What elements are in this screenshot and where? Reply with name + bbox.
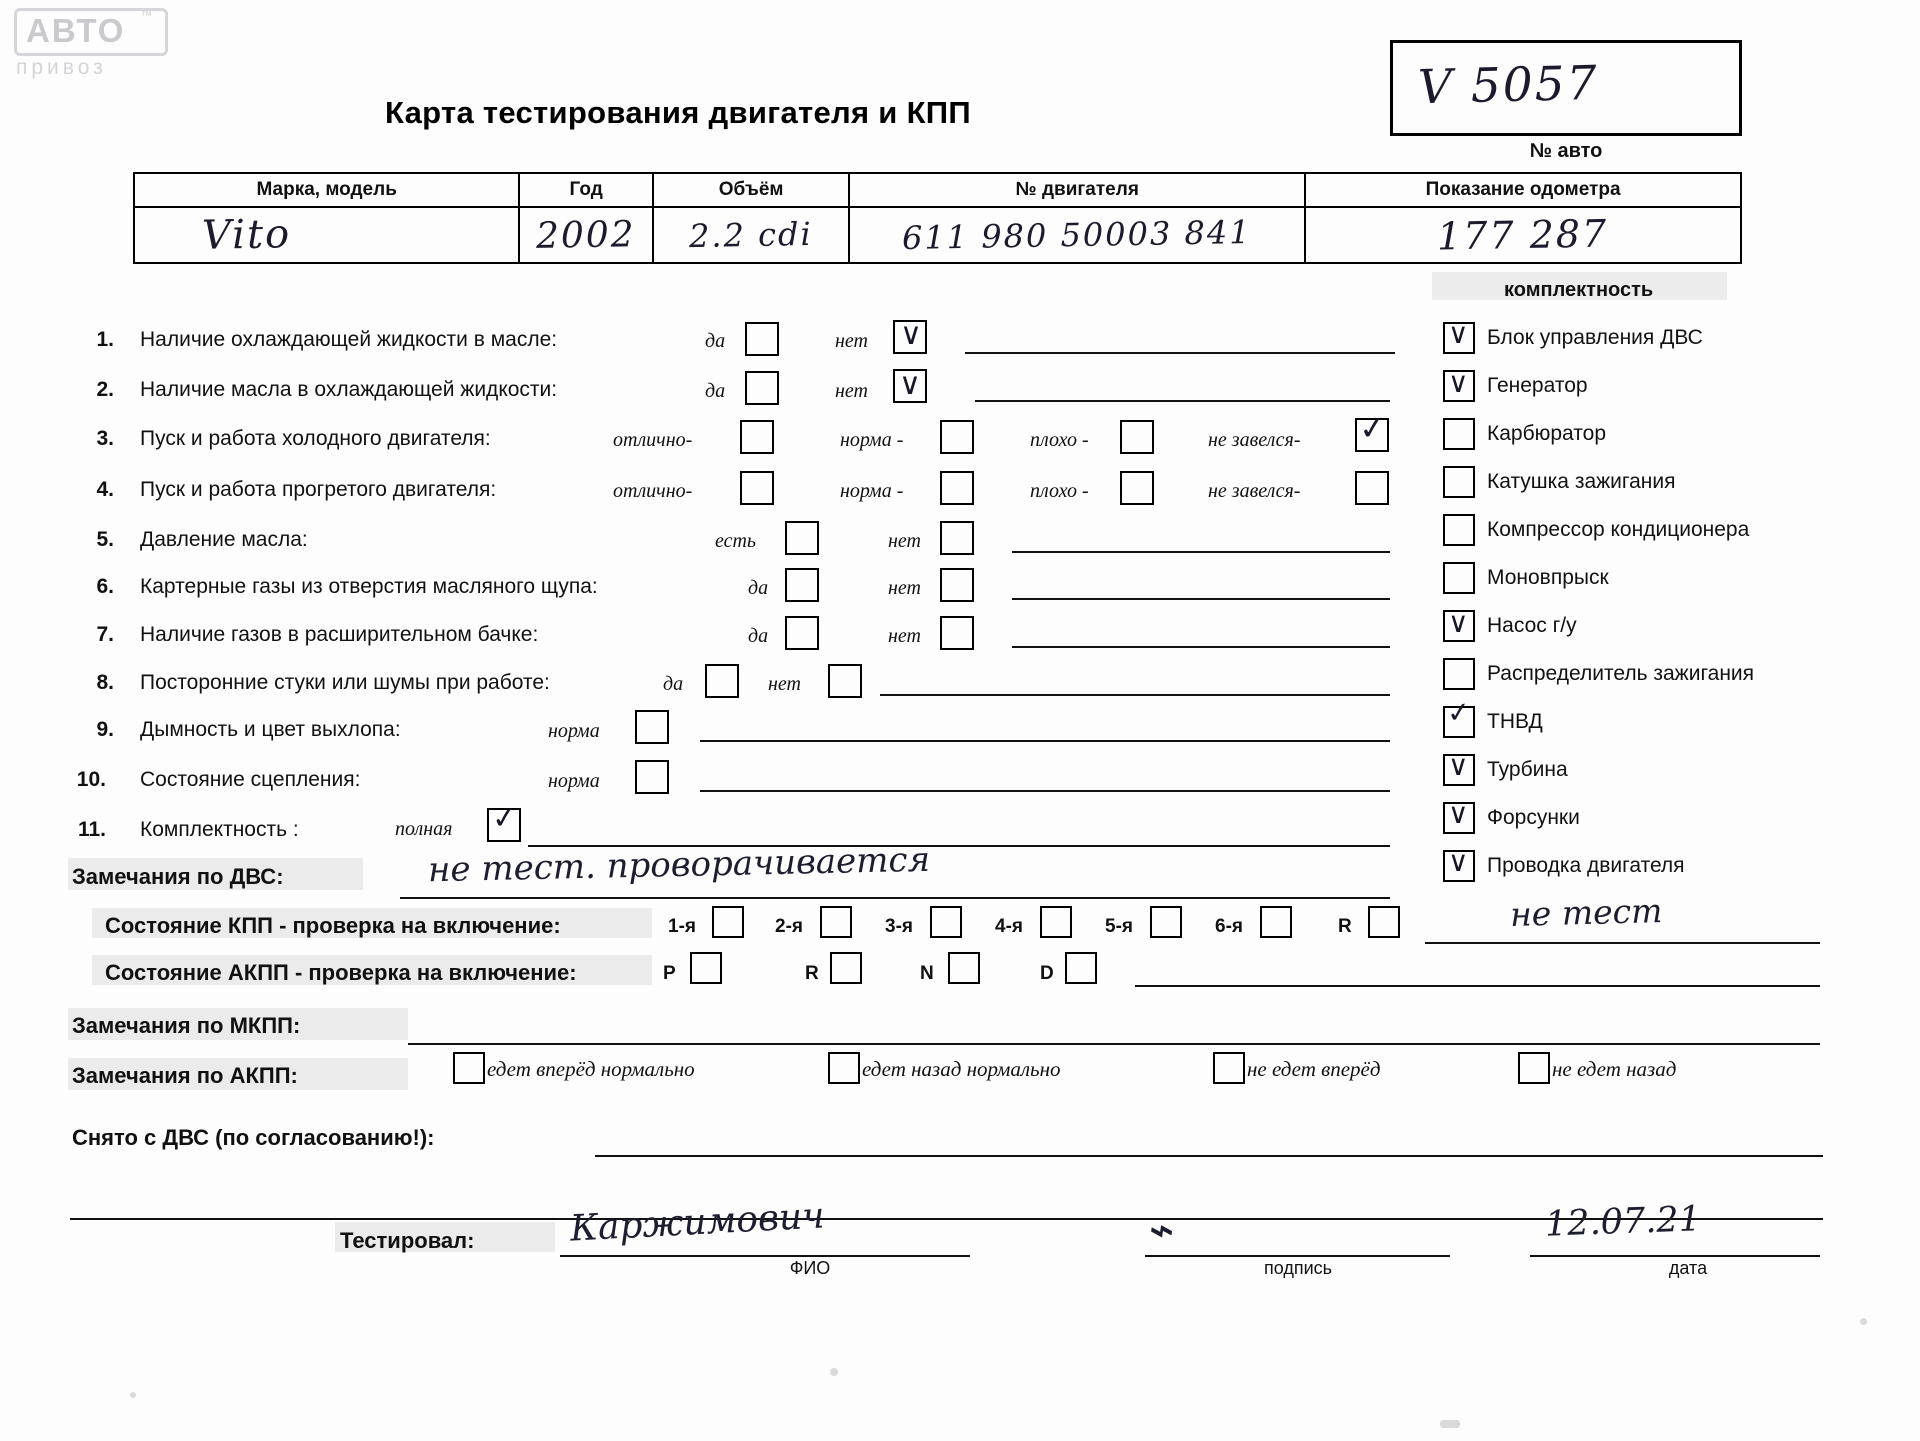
option-label-5-est: есть [715, 530, 757, 552]
note-line-2[interactable] [975, 400, 1390, 402]
checkmark-icon: ∨ [1448, 749, 1469, 782]
option-label-9-norma: норма [548, 720, 600, 742]
komplekt-label-10: Турбина [1487, 758, 1568, 781]
cell-year: 2002 [519, 207, 653, 263]
scan-speck [830, 1368, 838, 1376]
checkbox-3-norma[interactable] [940, 420, 974, 454]
option-label-6-da: да [748, 577, 769, 599]
checkmark-icon: ✓ [1357, 407, 1388, 449]
kpp-gear-label-3: 3-я [885, 916, 913, 937]
checkbox-1-da[interactable] [745, 322, 779, 356]
checkbox-komplekt-12[interactable] [1443, 845, 1475, 882]
komplekt-label-11: Форсунки [1487, 806, 1580, 829]
checkbox-komplekt-2[interactable] [1443, 366, 1475, 402]
item-number-6: 6. [96, 575, 114, 598]
option-label-4-ploho: плохо - [1030, 480, 1089, 502]
checkbox-komplekt-6[interactable] [1443, 562, 1475, 594]
checkbox-4-ploho[interactable] [1120, 471, 1154, 505]
komplekt-label-7: Насос г/у [1487, 614, 1577, 637]
checkbox-2-da[interactable] [745, 371, 779, 405]
checkbox-akpp-no-forward[interactable] [1213, 1052, 1245, 1084]
komplekt-label-6: Моновпрыск [1487, 566, 1609, 589]
checkbox-akpp-forward-ok[interactable] [453, 1052, 485, 1084]
removed-parts-label: Снято с ДВС (по согласованию!): [72, 1125, 435, 1150]
option-label-4-ne-zavelsya: не завелся- [1208, 480, 1301, 502]
date-value: 12.07.21 [1544, 1199, 1702, 1245]
kpp-gear-label-6: 6-я [1215, 916, 1243, 937]
checkbox-kpp-gear-2[interactable] [820, 906, 852, 938]
option-label-4-norma: норма - [840, 480, 904, 502]
option-label-10-norma: норма [548, 770, 600, 792]
kpp-gear-label-r: R [1338, 916, 1352, 937]
date-label: дата [1668, 1258, 1708, 1278]
checkbox-komplekt-11[interactable] [1443, 797, 1475, 834]
checkmark-icon: ✓ [490, 799, 519, 838]
item-number-5: 5. [96, 528, 114, 551]
komplekt-label-4: Катушка зажигания [1487, 470, 1676, 493]
watermark-brand-text: АВТО [26, 12, 126, 49]
removed-parts-line[interactable] [595, 1155, 1823, 1157]
checkbox-4-norma[interactable] [940, 471, 974, 505]
item-number-7: 7. [96, 623, 114, 646]
item-label-1: Наличие охлаждающей жидкости в масле: [140, 328, 558, 351]
komplekt-label-3: Карбюратор [1487, 422, 1607, 445]
checkbox-kpp-gear-6[interactable] [1260, 906, 1292, 938]
tester-signature-name: Каржимович [569, 1195, 826, 1250]
cell-engine-number: 611 980 50003 841 [849, 207, 1305, 263]
checkbox-1-net[interactable] [893, 317, 927, 354]
checkmark-icon: ∨ [900, 317, 922, 352]
checkbox-akpp-p[interactable] [690, 952, 722, 984]
checkbox-2-net[interactable] [893, 369, 927, 403]
checkbox-8-net[interactable] [828, 664, 862, 698]
checkbox-5-net[interactable] [940, 521, 974, 555]
option-label-3-ploho: плохо - [1030, 429, 1089, 451]
akpp-position-label-n: N [920, 963, 934, 984]
signature-line[interactable] [1145, 1255, 1450, 1257]
column-header-year: Год [519, 173, 653, 207]
item-label-9: Дымность и цвет выхлопа: [140, 718, 401, 741]
checkbox-10-norma[interactable] [635, 760, 669, 794]
option-label-5-net: нет [888, 530, 921, 552]
komplekt-label-1: Блок управления ДВС [1487, 326, 1703, 349]
checkbox-7-da[interactable] [785, 616, 819, 650]
checkbox-6-net[interactable] [940, 568, 974, 602]
signature-label: подпись [1263, 1258, 1333, 1278]
checkbox-akpp-d[interactable] [1065, 952, 1097, 984]
option-label-1-net: нет [835, 330, 868, 352]
checkbox-3-otlichno[interactable] [740, 420, 774, 454]
column-header-volume: Объём [653, 173, 849, 207]
akpp-option-label-reverse-ok: едет назад нормально [862, 1057, 1061, 1081]
checkbox-kpp-gear-1[interactable] [712, 906, 744, 938]
watermark-trademark-icon: ™ [141, 10, 152, 22]
notes-dvs-line[interactable] [400, 897, 1390, 899]
item-number-10: 10. [76, 768, 106, 791]
option-label-3-otlichno: отлично- [613, 429, 693, 451]
kpp-gear-label-5: 5-я [1105, 916, 1133, 937]
checkbox-4-ne-zavelsya[interactable] [1355, 471, 1389, 505]
checkbox-komplekt-5[interactable] [1443, 514, 1475, 546]
checkmark-icon: ✓ [1445, 694, 1473, 731]
item-number-11: 11. [77, 818, 106, 841]
akpp-position-label-p: P [663, 963, 676, 984]
item-number-4: 4. [96, 478, 114, 501]
checkmark-icon: ∨ [1448, 845, 1469, 878]
option-label-3-norma: норма - [840, 429, 904, 451]
option-label-8-net: нет [768, 673, 801, 695]
kpp-gear-label-4: 4-я [995, 916, 1023, 937]
item-label-11: Комплектность : [140, 818, 299, 841]
checkbox-4-otlichno[interactable] [740, 471, 774, 505]
checkmark-icon: ∨ [1448, 606, 1469, 639]
komplektnost-header: комплектность [1504, 279, 1654, 301]
note-line-1[interactable] [965, 352, 1395, 354]
note-line-5[interactable] [1012, 551, 1390, 553]
table-row [134, 207, 1741, 263]
checkbox-kpp-gear-r[interactable] [1368, 906, 1400, 938]
notes-mkpp-label: Замечания по МКПП: [72, 1013, 301, 1038]
akpp-option-label-forward-ok: едет вперёд нормально [487, 1057, 695, 1081]
note-line-7[interactable] [1012, 646, 1390, 648]
cell-odometer: 177 287 [1305, 207, 1741, 263]
akpp-position-label-r: R [805, 963, 819, 984]
option-label-2-da: да [705, 380, 726, 402]
item-number-2: 2. [96, 378, 114, 401]
komplekt-label-8: Распределитель зажигания [1487, 662, 1755, 685]
komplekt-label-12: Проводка двигателя [1487, 854, 1685, 877]
scan-speck [130, 1392, 136, 1398]
auto-number-label: № авто [1529, 140, 1603, 162]
checkbox-komplekt-8[interactable] [1443, 658, 1475, 690]
checkbox-akpp-no-reverse[interactable] [1518, 1052, 1550, 1084]
checkbox-kpp-gear-5[interactable] [1150, 906, 1182, 938]
item-label-6: Картерные газы из отверстия масляного щупа: [140, 575, 598, 598]
checkbox-akpp-r[interactable] [830, 952, 862, 984]
option-label-1-da: да [705, 330, 726, 352]
column-header-engine-number: № двигателя [849, 173, 1305, 207]
option-label-6-net: нет [888, 577, 921, 599]
checkbox-kpp-gear-3[interactable] [930, 906, 962, 938]
item-label-8: Посторонние стуки или шумы при работе: [140, 671, 550, 694]
checkbox-3-ne-zavelsya[interactable] [1355, 407, 1389, 452]
item-label-3: Пуск и работа холодного двигателя: [140, 427, 491, 450]
item-number-1: 1. [96, 328, 114, 351]
kpp-label: Состояние КПП - проверка на включение: [105, 913, 561, 938]
akpp-label: Состояние АКПП - проверка на включение: [105, 960, 577, 985]
checkbox-komplekt-9[interactable] [1443, 694, 1475, 738]
checkbox-6-da[interactable] [785, 568, 819, 602]
cell-volume: 2.2 cdi [653, 207, 849, 263]
vehicle-info-table [133, 172, 1742, 264]
komplekt-label-9: ТНВД [1487, 710, 1543, 733]
fio-line[interactable] [560, 1255, 970, 1257]
item-label-2: Наличие масла в охлаждающей жидкости: [140, 378, 558, 401]
checkbox-akpp-n[interactable] [948, 952, 980, 984]
item-number-9: 9. [96, 718, 114, 741]
page-title: Карта тестирования двигателя и КПП [385, 95, 971, 130]
option-label-7-da: да [748, 625, 769, 647]
checkbox-akpp-reverse-ok[interactable] [828, 1052, 860, 1084]
fio-label: ФИО [789, 1258, 831, 1278]
notes-dvs-label: Замечания по ДВС: [72, 864, 284, 889]
checkmark-icon: ∨ [1448, 366, 1469, 399]
akpp-option-label-no-reverse: не едет назад [1552, 1057, 1677, 1081]
column-header-model: Марка, модель [134, 173, 519, 207]
checkbox-11-polnaya[interactable] [487, 799, 521, 842]
auto-number-value: V 5057 [1417, 55, 1600, 116]
date-line[interactable] [1530, 1255, 1820, 1257]
note-line-10[interactable] [700, 790, 1390, 792]
option-label-7-net: нет [888, 625, 921, 647]
item-number-8: 8. [96, 671, 114, 694]
item-label-5: Давление масла: [140, 528, 308, 551]
checkbox-5-est[interactable] [785, 521, 819, 555]
akpp-option-label-no-forward: не едет вперёд [1247, 1057, 1381, 1081]
column-header-odometer: Показание одометра [1305, 173, 1741, 207]
checkbox-komplekt-4[interactable] [1443, 466, 1475, 498]
checkbox-komplekt-3[interactable] [1443, 418, 1475, 450]
akpp-note-line[interactable] [1135, 985, 1820, 987]
kpp-gear-label-1: 1-я [668, 916, 696, 937]
komplekt-label-5: Компрессор кондиционера [1487, 518, 1750, 541]
option-label-8-da: да [663, 673, 684, 695]
avtoprivoz-watermark-logo [8, 4, 178, 94]
notes-akpp-label: Замечания по АКПП: [72, 1063, 298, 1088]
tester-label: Тестировал: [340, 1228, 475, 1253]
kpp-note-line[interactable] [1425, 942, 1820, 944]
checkbox-7-net[interactable] [940, 616, 974, 650]
note-line-9[interactable] [700, 740, 1390, 742]
checkmark-icon: ∨ [1448, 317, 1469, 350]
checkmark-icon: ∨ [899, 367, 921, 402]
option-label-11-polnaya: полная [395, 818, 453, 840]
checkbox-8-da[interactable] [705, 664, 739, 698]
checkbox-9-norma[interactable] [635, 710, 669, 744]
item-label-4: Пуск и работа прогретого двигателя: [140, 478, 497, 501]
kpp-gear-label-2: 2-я [775, 916, 803, 937]
note-line-6[interactable] [1012, 598, 1390, 600]
cell-model: Vito [134, 207, 519, 263]
notes-mkpp-line[interactable] [408, 1043, 1820, 1045]
option-label-4-otlichno: отлично- [613, 480, 693, 502]
checkmark-icon: ∨ [1448, 797, 1469, 830]
item-label-7: Наличие газов в расширительном бачке: [140, 623, 539, 646]
checkbox-kpp-gear-4[interactable] [1040, 906, 1072, 938]
checkbox-komplekt-10[interactable] [1443, 749, 1475, 786]
scan-speck [1440, 1420, 1460, 1428]
table-header-row [134, 173, 1741, 207]
option-label-3-ne-zavelsya: не завелся- [1208, 429, 1301, 451]
kpp-note-value: не тест [1509, 891, 1663, 934]
note-line-8[interactable] [880, 694, 1390, 696]
komplekt-label-2: Генератор [1487, 374, 1588, 397]
option-label-2-net: нет [835, 380, 868, 402]
watermark-subtitle-text: привоз [16, 56, 107, 79]
akpp-position-label-d: D [1040, 963, 1054, 984]
scan-speck [1860, 1318, 1867, 1325]
checkbox-3-ploho[interactable] [1120, 420, 1154, 454]
checkbox-komplekt-1[interactable] [1443, 317, 1475, 354]
notes-dvs-value: не тест. проворачивается [427, 839, 931, 891]
item-number-3: 3. [96, 427, 114, 450]
checkbox-komplekt-7[interactable] [1443, 606, 1475, 642]
item-label-10: Состояние сцепления: [140, 768, 361, 791]
signature-mark-icon: ⌁ [1142, 1203, 1175, 1258]
